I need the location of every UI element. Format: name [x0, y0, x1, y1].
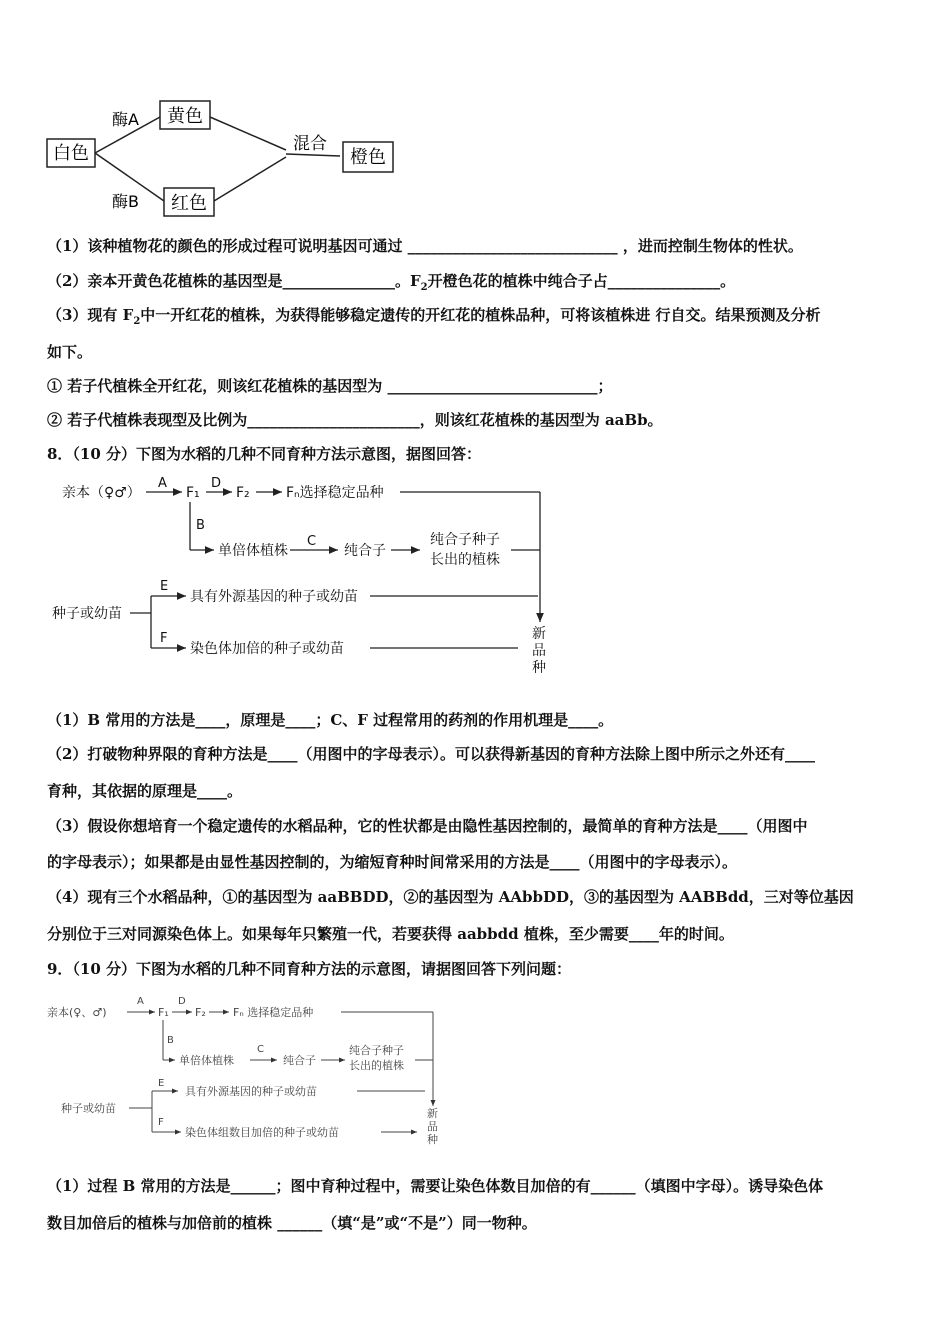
red-box-label: 红色 [171, 193, 207, 214]
q8-f-label: F [160, 631, 168, 646]
q8-part4-cont: 分别位于三对同源染色体上。如果每年只繁殖一代，若要获得 aabbdd 植株，至少需要____年的时间。 [47, 925, 734, 943]
q9-haploid-label: 单倍体植株 [179, 1054, 234, 1067]
q9-parent-label: 亲本(♀、♂) [47, 1006, 107, 1019]
q8-pure-seed-2: 长出的植株 [430, 552, 500, 568]
q9-a-label: A [137, 996, 144, 1007]
q8-part2-cont: 育种，其依据的原理是____。 [47, 782, 243, 800]
q9-fn-label: Fₙ 选择稳定品种 [233, 1006, 314, 1019]
q8-part2: （2）打破物种界限的育种方法是____（用图中的字母表示）。可以获得新基因的育种方法除上图中所示之外还有____ [47, 745, 815, 763]
q7-case2: ② 若子代植株表现型及比例为_______________________，则该红花植株的基因型为 aaBb。 [47, 411, 663, 429]
q8-b-label: B [196, 518, 205, 533]
q8-new-2: 品 [532, 643, 546, 659]
orange-box-label: 橙色 [350, 147, 386, 168]
q8-new-3: 种 [532, 660, 546, 676]
q7-part2-sub: 2 [420, 282, 428, 293]
q9-homozygote-label: 纯合子 [283, 1054, 316, 1067]
q8-pure-seed-1: 纯合子种子 [430, 532, 500, 548]
q8-haploid-label: 单倍体植株 [218, 543, 288, 559]
q9-breeding-diagram [45, 990, 465, 1150]
q8-c-label: C [307, 534, 317, 549]
q7-part2-a: （2）亲本开黄色花植株的基因型是_______________。F [47, 272, 421, 290]
q8-f2-label: F₂ [236, 485, 250, 501]
enzyme-a-label: 酶A [112, 110, 139, 129]
q9-title: 9．（10 分）下图为水稻的几种不同育种方法的示意图，请据图回答下列问题： [47, 960, 572, 978]
yellow-box-label: 黄色 [167, 106, 203, 127]
q8-homozygote-label: 纯合子 [344, 543, 386, 559]
q9-new-2: 品 [427, 1120, 438, 1133]
q9-seed-label: 种子或幼苗 [61, 1102, 116, 1115]
q9-d-label: D [178, 996, 186, 1007]
q9-f-label: F [158, 1117, 164, 1128]
q9-f1-label: F₁ [158, 1006, 169, 1019]
flower-color-diagram [40, 95, 410, 225]
q7-part2-b: 开橙色花的植株中纯合子占_______________。 [427, 272, 736, 290]
q9-f2-label: F₂ [195, 1006, 206, 1019]
mix-label: 混合 [293, 134, 327, 154]
q9-e-label: E [158, 1078, 165, 1089]
q9-part1-cont: 数目加倍后的植株与加倍前的植株 ______（填“是”或“不是”）同一物种。 [47, 1214, 537, 1232]
q8-e-label: E [160, 579, 169, 594]
q9-new-3: 种 [427, 1133, 438, 1146]
q9-exogenous-label: 具有外源基因的种子或幼苗 [185, 1085, 317, 1098]
q8-doubled-label: 染色体加倍的种子或幼苗 [190, 641, 344, 657]
q7-part1: （1）该种植物花的颜色的形成过程可说明基因可通过 ____________________________ ，进而控制生物体的性状。 [47, 237, 803, 255]
q8-d-label: D [211, 476, 222, 491]
enzyme-b-label: 酶B [112, 192, 139, 211]
q8-seed-label: 种子或幼苗 [52, 606, 122, 622]
q7-part3-sub: 2 [133, 316, 141, 327]
q9-new-1: 新 [427, 1107, 438, 1120]
q8-parent-label: 亲本（♀♂） [62, 485, 141, 501]
q8-breeding-diagram [48, 472, 568, 684]
q9-c-label: C [257, 1044, 264, 1055]
q8-f1-label: F₁ [186, 485, 200, 501]
q7-case1: ① 若子代植株全开红花，则该红花植株的基因型为 ____________________________； [47, 377, 613, 395]
q7-part3-cont: 如下。 [47, 343, 93, 361]
q8-exogenous-label: 具有外源基因的种子或幼苗 [190, 589, 358, 605]
q9-pure-seed-2: 长出的植株 [349, 1059, 404, 1072]
q8-part3-cont: 的字母表示）；如果都是由显性基因控制的，为缩短育种时间常采用的方法是____（用图中的字母表示）。 [47, 853, 738, 871]
q7-part3 [47, 305, 821, 332]
q9-b-label: B [167, 1035, 174, 1046]
q8-title: 8．（10 分）下图为水稻的几种不同育种方法示意图，据图回答： [47, 445, 482, 463]
q8-part3: （3）假设你想培育一个稳定遗传的水稻品种，它的性状都是由隐性基因控制的，最简单的育种方法是____（用图中 [47, 817, 808, 835]
q7-part3-b: 中一开红花的植株，为获得能够稳定遗传的开红花的植株品种，可将该植株进 行自交。结果预测及分析 [140, 306, 821, 324]
q7-part2 [47, 271, 735, 298]
q8-a-label: A [158, 476, 167, 491]
q8-part1: （1）B 常用的方法是____，原理是____；C、F 过程常用的药剂的作用机理是____。 [47, 711, 614, 729]
q9-doubled-label: 染色体组数目加倍的种子或幼苗 [185, 1126, 339, 1139]
q7-part3-a: （3）现有 F [47, 306, 134, 324]
q8-fn-label: Fₙ选择稳定品种 [286, 485, 384, 501]
q9-part1: （1）过程 B 常用的方法是______；图中育种过程中，需要让染色体数目加倍的有______（填图中字母）。诱导染色体 [47, 1177, 824, 1195]
q8-new-1: 新 [532, 626, 546, 642]
q9-pure-seed-1: 纯合子种子 [349, 1044, 404, 1057]
white-box-label: 白色 [53, 143, 89, 164]
q8-part4: （4）现有三个水稻品种，①的基因型为 aaBBDD，②的基因型为 AAbbDD，③的基因型为 AABBdd，三对等位基因 [47, 888, 854, 906]
